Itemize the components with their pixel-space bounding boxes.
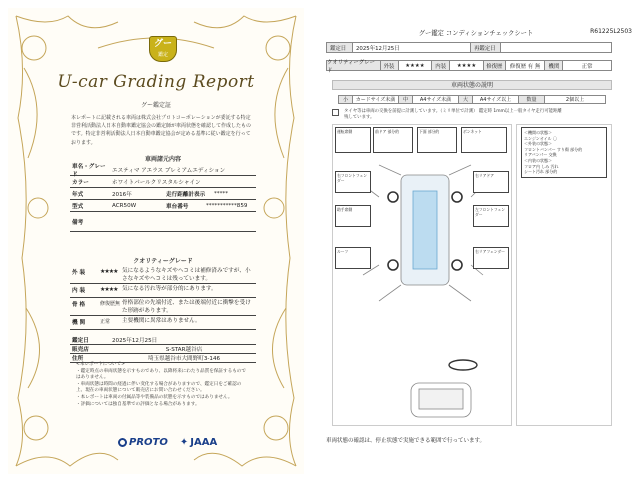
panel-box: ルーフ <box>335 247 371 269</box>
sheet-title: グー鑑定 コンディションチェックシート <box>418 30 534 37</box>
proto-logo <box>118 437 168 448</box>
address-label: 住所 <box>72 356 84 362</box>
grade-desc: 気になる汚れ等が部分的にあります。 <box>122 286 217 292</box>
side-note-line: フロントバンパー すり傷 部分的 <box>524 146 583 152</box>
vehicle-diagram <box>332 124 512 426</box>
badge-line2: 鑑定 <box>157 52 168 58</box>
vehicle-chassis-label: 車台番号 <box>166 203 189 210</box>
side-note-line: ＜内装の状態＞ <box>524 157 552 163</box>
side-note-line: ＜外装の状態＞ <box>524 141 552 147</box>
legend-cell: 大 <box>459 96 473 103</box>
sheet-expiry-label: 再鑑定日 <box>471 43 501 52</box>
jaaa-logo-icon: ✦ <box>179 436 189 448</box>
appraisal-info-table <box>70 336 256 363</box>
side-note-line: リアバンパー 交換 <box>524 152 557 158</box>
vehicle-mileage-label: 走行距離計表示 <box>166 191 206 198</box>
grade-header-cell: 正常 <box>581 63 593 70</box>
grade-header-cell: ★★★★ <box>450 61 484 70</box>
side-note-line: エンジンオイル 〇 <box>524 135 557 141</box>
grade-label: 内 装 <box>72 288 86 294</box>
grade-row <box>70 316 256 330</box>
vehicle-model-row <box>70 200 256 212</box>
panel-box: 前ドア 部分的 <box>373 127 413 153</box>
note-line: ・車両状態は時間の経過に伴い変化する場合がありますので、鑑定日をご確認の上、現在の車両状態について販売店にお問い合わせください。 <box>76 381 242 394</box>
grade-header-cell: 修復歴 <box>484 61 506 70</box>
panel-box: 左フロントフェンダー <box>473 205 509 227</box>
grade-section-title: クオリティーグレード <box>133 258 193 265</box>
side-note-line: シート汚れ 部分的 <box>524 169 558 175</box>
grade-row <box>70 284 256 298</box>
grade-header-cell: 修復歴 有 無 <box>506 61 546 70</box>
legend-cell: 数量 <box>519 96 545 103</box>
sheet-footer: 車両状態の確認は、停止状態で実施できる範囲で行っています。 <box>326 438 486 444</box>
side-note-line: ＜機関の状態＞ <box>524 130 552 135</box>
grade-row <box>70 266 256 284</box>
grade-label: 機 関 <box>72 320 86 326</box>
grade-stars: 正常 <box>100 319 111 325</box>
proto-logo-text: PROTO <box>129 436 168 448</box>
sheet-header-grades <box>326 59 612 74</box>
grade-row <box>70 298 256 316</box>
legend-cell: A4サイズ以上 <box>473 96 519 103</box>
grade-desc: 気になるようなキズやヘコミは補修済みですが、小さなキズやヘコミは残っています。 <box>122 268 251 282</box>
vehicle-name-value: エスティマ アエラス プレミアムエディション <box>112 167 226 174</box>
shop-value: S-STAR越谷店 <box>165 347 203 353</box>
sheet-date-label: 鑑定日 <box>327 43 353 52</box>
note-line: <本レポートについて> <box>76 362 125 367</box>
grade-desc: 骨格部位の先端付近、または後端付近に衝撃を受けた形跡があります。 <box>122 300 251 314</box>
vehicle-remarks-label: 備考 <box>72 219 84 226</box>
panel-box: 右リアフェンダー <box>473 247 509 269</box>
vehicle-chassis-value: ***********859 <box>206 202 248 209</box>
vehicle-year-value: 2016年 <box>112 191 132 198</box>
appraisal-date-label: 鑑定日 <box>72 338 89 344</box>
grade-label: 骨 格 <box>72 302 86 308</box>
report-subtitle: グー鑑定証 <box>140 102 171 109</box>
vehicle-table <box>70 164 256 232</box>
sheet-date-value: 2025年12月25日 <box>353 43 471 52</box>
grade-desc: 主要機関に異常はありません。 <box>122 318 201 324</box>
panel-box: 運転席側 <box>335 127 371 153</box>
vehicle-mileage-value: ***** <box>214 190 228 197</box>
panel-box: 右リアドア <box>473 171 509 193</box>
panel-box: 右フロントフェンダー <box>335 171 371 193</box>
side-notes <box>516 124 612 426</box>
vehicle-name-label: 車名・グレード <box>72 163 106 178</box>
appraisal-date-row <box>70 336 256 345</box>
address-value: 埼玉県越谷市大間野町3-146 <box>147 356 221 362</box>
vehicle-model-value: ACR50W <box>112 202 137 209</box>
vehicle-year-label: 年式 <box>72 191 84 198</box>
grade-label: 外 装 <box>72 270 86 276</box>
vehicle-state-title: 車両状態の説明 <box>332 80 612 90</box>
vehicle-model-label: 型式 <box>72 203 84 210</box>
checkbox-icon <box>332 109 339 116</box>
sheet-id: R61225L2503 <box>590 28 632 35</box>
appraisal-date-value: 2025年12月25日 <box>112 338 158 344</box>
grading-report <box>8 8 304 474</box>
panel-box: 助手席側 <box>335 205 371 227</box>
shop-label: 販売店 <box>72 347 89 353</box>
grade-stars: ★★★★ <box>100 286 118 293</box>
proto-logo-icon <box>118 438 127 447</box>
condition-check-sheet <box>320 28 632 472</box>
side-note-line: フロア内 しみ 汚れ <box>524 163 559 169</box>
damage-size-legend <box>338 95 606 104</box>
grade-stars: ★★★★ <box>100 268 118 275</box>
grade-header-cell: 外装 <box>381 61 399 70</box>
legend-cell: 2個以上 <box>565 97 585 103</box>
side-notes-box <box>521 127 607 178</box>
vehicle-color-row <box>70 176 256 188</box>
legend-cell: A4サイズ未満 <box>413 96 459 103</box>
vehicle-remarks-row <box>70 212 256 232</box>
sheet-header-dates <box>326 42 612 53</box>
goo-appraisal-badge <box>149 36 177 62</box>
vehicle-name-row <box>70 164 256 176</box>
jaaa-logo-text: JAAA <box>190 436 218 448</box>
legend-cell: 小 <box>339 96 353 103</box>
note-line: ・評価については独自基準での評価となる場合があります。 <box>76 401 200 407</box>
vehicle-color-value: ホワイトパールクリスタルシャイン <box>112 179 201 186</box>
report-notes <box>76 362 246 408</box>
legend-cell: カードサイズ未満 <box>353 96 399 103</box>
vehicle-color-label: カラー <box>72 179 89 186</box>
grade-header-cell: 機関 <box>545 61 563 70</box>
note-line: ・本レポートは車両の付属品等や装備品の状態を示すものではありません。 <box>76 394 233 400</box>
vehicle-section-title: 車両諸元内容 <box>144 156 181 163</box>
grade-header-cell: クオリティーグレード <box>327 61 381 70</box>
grade-table <box>70 266 256 330</box>
note-line: ・鑑定時点の車両状態を示すものであり、以降将来にわたり品質を保証するものではありません。 <box>76 368 246 381</box>
grade-header-cell: ★★★★ <box>399 61 433 70</box>
logo-area <box>118 434 238 450</box>
report-title: U-car Grading Report <box>57 72 255 92</box>
legend-cell: 中 <box>399 96 413 103</box>
panel-box: ボンネット <box>461 127 507 153</box>
panel-box: 下面 部分的 <box>417 127 457 153</box>
jaaa-logo <box>180 437 217 448</box>
shop-row <box>70 345 256 354</box>
grade-header-cell: 内装 <box>432 61 450 70</box>
tire-note: タイヤ等は車両の交換を前提に計測しています。（ミリ単位で計測） 鑑定時 1mm以上一般タイヤ走行可能距離残しています。 <box>344 109 562 120</box>
vehicle-year-row <box>70 188 256 200</box>
sheet-expiry-value <box>501 43 611 52</box>
badge-line1: グー <box>153 39 172 49</box>
report-intro: 本レポートに記載される車両は株式会社プロトコーポレーションが委託する特定非営利活動法人日本自動車鑑定協会の鑑定師が車両状態を確認して作成したものです。特定非営利活動法人日本自動車鑑定協会が定める基準に従い鑑定を行っております。 <box>71 115 252 146</box>
grade-stars: 修復歴無 <box>100 301 121 307</box>
